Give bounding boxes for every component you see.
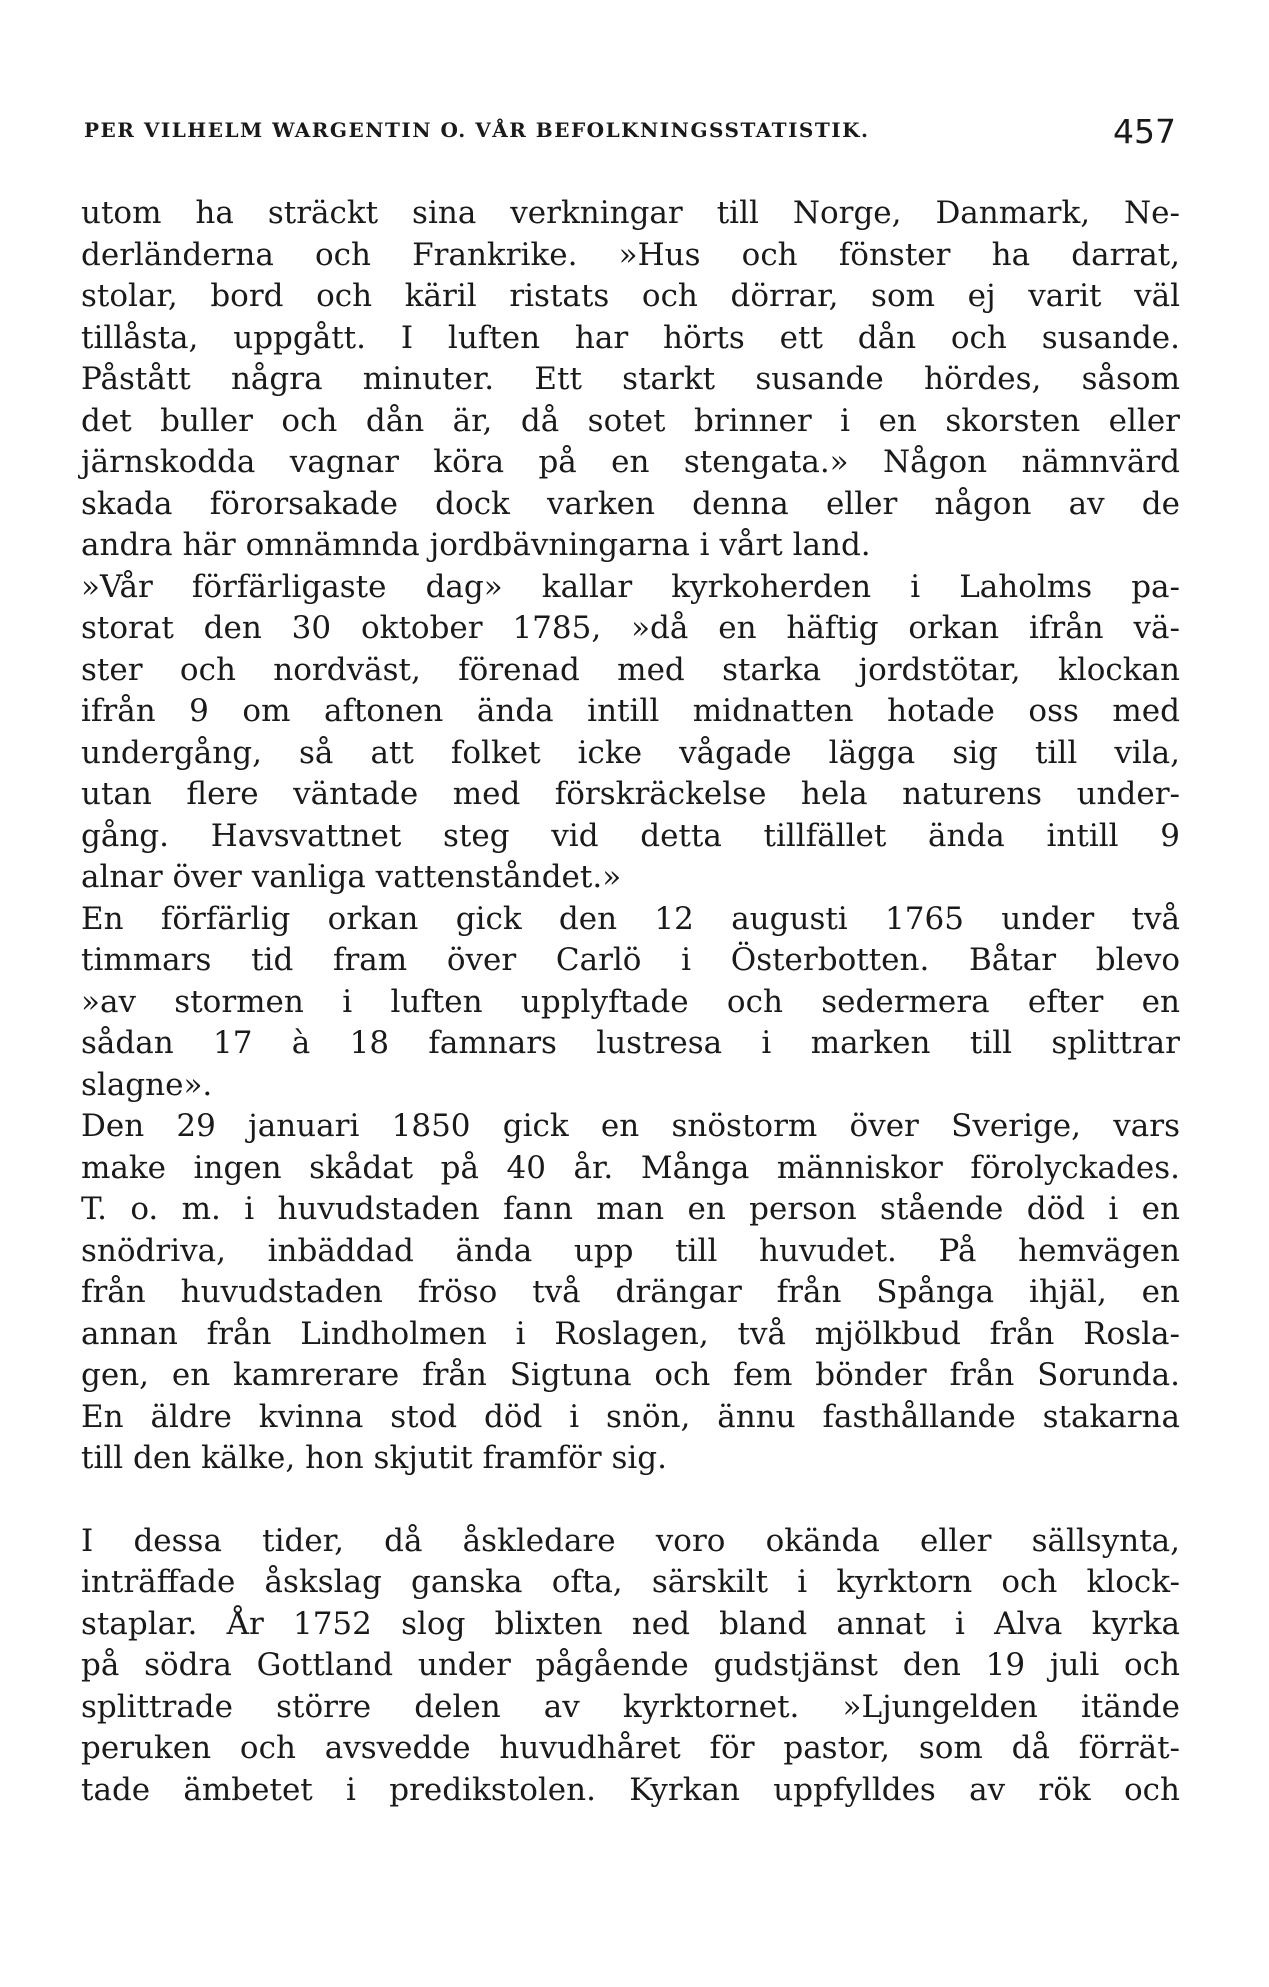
text-line: skada förorsakade dock varken denna eller någon av de xyxy=(81,485,1180,522)
running-title: PER VILHELM WARGENTIN O. VÅR BEFOLKNINGSSTATISTIK. xyxy=(84,118,870,142)
text-line: Den 29 januari 1850 gick en snöstorm över Sverige, vars xyxy=(81,1108,1180,1144)
text-line: splittrade större delen av kyrktornet. »Ljungelden itände xyxy=(81,1688,1180,1725)
text-line: make ingen skådat på 40 år. Många människor förolyckades. xyxy=(81,1149,1180,1186)
text-line: peruken och avsvedde huvudhåret för pastor, som då förrät- xyxy=(81,1730,1180,1766)
text-line: ifrån 9 om aftonen ända intill midnatten hotade oss med xyxy=(81,693,1180,729)
text-line: sådan 17 à 18 famnars lustresa i marken till splittrar xyxy=(81,1025,1180,1061)
text-line: gen, en kamrerare från Sigtuna och fem bönder från Sorunda. xyxy=(81,1357,1180,1393)
section-gap xyxy=(81,1480,1180,1521)
paragraph xyxy=(81,193,1180,567)
text-line: stolar, bord och käril ristats och dörrar, som ej varit väl xyxy=(81,278,1180,314)
text-line: T. o. m. i huvudstaden fann man en person stående död i en xyxy=(81,1191,1180,1227)
text-line: järnskodda vagnar köra på en stengata.» Någon nämnvärd xyxy=(81,444,1180,480)
text-line: utom ha sträckt sina verkningar till Norge, Danmark, Ne- xyxy=(81,195,1180,231)
text-line: »av stormen i luften upplyftade och sedermera efter en xyxy=(81,983,1180,1020)
text-line: En förfärlig orkan gick den 12 augusti 1765 under två xyxy=(81,900,1180,937)
body-text xyxy=(81,193,1180,1811)
text-line: gång. Havsvattnet steg vid detta tillfället ända intill 9 xyxy=(81,817,1180,854)
text-line: annan från Lindholmen i Roslagen, två mjölkbud från Rosla- xyxy=(81,1315,1180,1352)
text-line: alnar över vanliga vattenståndet.» xyxy=(81,859,622,895)
text-line: staplar. År 1752 slog blixten ned bland annat i Alva kyrka xyxy=(81,1605,1180,1642)
text-line: Påstått några minuter. Ett starkt susande hördes, såsom xyxy=(81,361,1180,397)
paragraph xyxy=(81,1521,1180,1812)
text-line: En äldre kvinna stod död i snön, ännu fasthållande stakarna xyxy=(81,1398,1180,1435)
text-line: undergång, så att folket icke vågade lägga sig till vila, xyxy=(81,734,1180,771)
paragraph xyxy=(81,1106,1180,1480)
text-line: »Vår förfärligaste dag» kallar kyrkoherden i Laholms pa- xyxy=(81,568,1180,605)
page-number: 457 xyxy=(1113,112,1176,151)
text-line: tade ämbetet i predikstolen. Kyrkan uppfylldes av rök och xyxy=(81,1771,1180,1808)
text-line: ster och nordväst, förenad med starka jordstötar, klockan xyxy=(81,651,1180,688)
text-line: till den kälke, hon skjutit framför sig. xyxy=(81,1440,667,1476)
text-line: slagne». xyxy=(81,1066,213,1103)
text-line: storat den 30 oktober 1785, »då en häftig orkan ifrån vä- xyxy=(81,610,1180,646)
text-line: andra här omnämnda jordbävningarna i vårt land. xyxy=(81,527,871,563)
text-line: derländerna och Frankrike. »Hus och fönster ha darrat, xyxy=(81,236,1180,273)
paragraph xyxy=(81,899,1180,1107)
text-line: inträffade åskslag ganska ofta, särskilt i kyrktorn och klock- xyxy=(81,1564,1180,1600)
text-line: timmars tid fram över Carlö i Österbotten. Båtar blevo xyxy=(81,942,1180,978)
text-line: tillåsta, uppgått. I luften har hörts ett dån och susande. xyxy=(81,319,1180,356)
text-line: utan flere väntade med förskräckelse hela naturens under- xyxy=(81,776,1180,812)
text-line: på södra Gottland under pågående gudstjänst den 19 juli och xyxy=(81,1647,1180,1683)
paragraph xyxy=(81,567,1180,899)
text-line: från huvudstaden fröso två drängar från Spånga ihjäl, en xyxy=(81,1274,1180,1310)
text-line: snödriva, inbäddad ända upp till huvudet. På hemvägen xyxy=(81,1232,1180,1269)
text-line: I dessa tider, då åskledare voro okända eller sällsynta, xyxy=(81,1522,1180,1559)
text-line: det buller och dån är, då sotet brinner i en skorsten eller xyxy=(81,402,1180,439)
running-head xyxy=(84,112,1176,152)
